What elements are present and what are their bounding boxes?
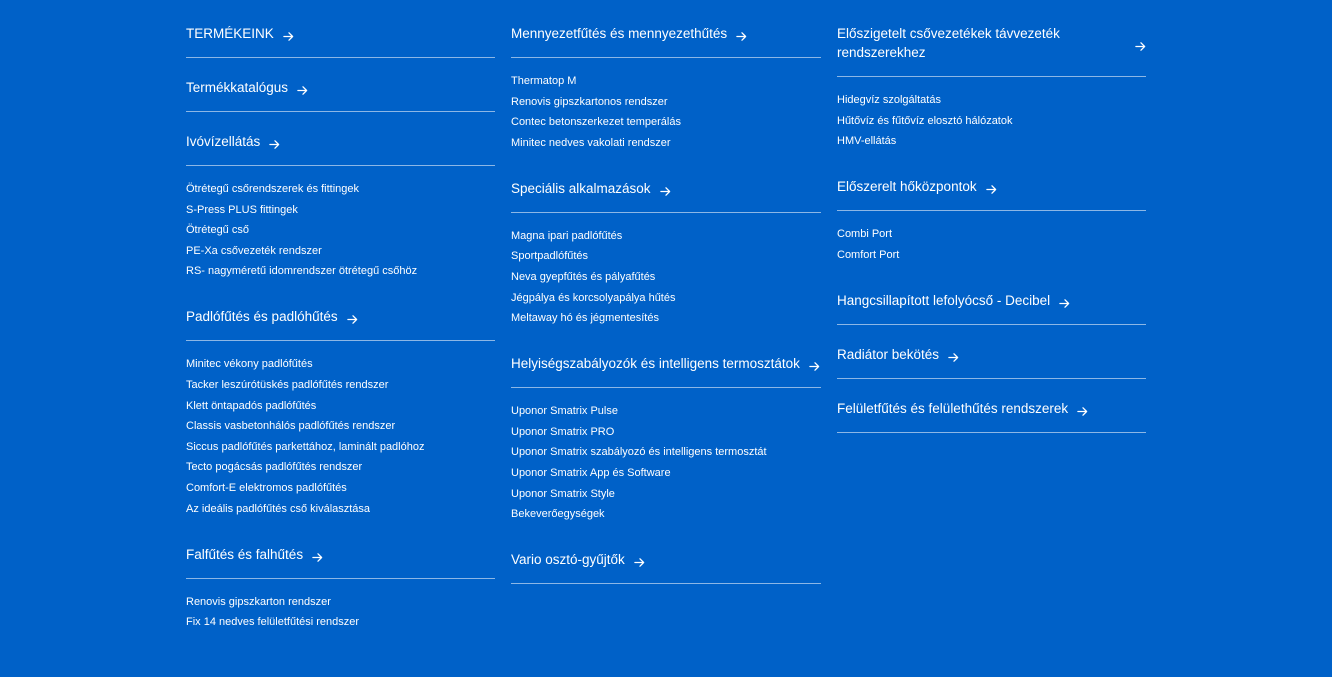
menu-heading-label: Termékkatalógus — [186, 80, 289, 95]
menu-heading-link[interactable] — [186, 14, 495, 58]
menu-section-helyisegszabalyozok-es-intelligens-termosztatok — [511, 344, 821, 540]
menu-link-item[interactable]: Siccus padlófűtés parkettához, laminált padlóhoz — [186, 440, 425, 453]
menu-section-termekkatalogus — [186, 68, 495, 122]
menu-heading-label: Padlófűtés és padlóhűtés — [186, 309, 338, 325]
menu-column-1 — [186, 14, 495, 648]
arrow-right-icon — [283, 28, 294, 39]
arrow-right-icon — [986, 181, 997, 192]
menu-link-item[interactable]: Klett öntapadós padlófűtés — [186, 399, 317, 412]
menu-link-item[interactable]: S-Press PLUS fittingek — [186, 203, 298, 216]
menu-link-item[interactable]: Minitec vékony padlófűtés — [186, 358, 313, 371]
menu-link-item[interactable]: Magna ipari padlófűtés — [511, 229, 623, 242]
arrow-right-icon — [269, 136, 280, 147]
arrow-right-icon — [347, 311, 358, 322]
menu-heading-link[interactable] — [837, 335, 1146, 379]
menu-link-item[interactable]: Hidegvíz szolgáltatás — [837, 94, 941, 106]
menu-link-item[interactable]: Tecto pogácsás padlófűtés rendszer — [186, 461, 363, 474]
menu-column-3 — [837, 14, 1146, 443]
menu-section-specialis-alkalmazasok — [511, 169, 821, 344]
menu-section-hangcsillapitott-lefolyocso-decibel — [837, 281, 1146, 335]
arrow-right-icon — [297, 82, 308, 93]
menu-heading-label: Speciális alkalmazások — [511, 180, 651, 196]
menu-heading-link[interactable] — [837, 281, 1146, 325]
menu-column-2 — [511, 14, 821, 594]
menu-link-list — [186, 58, 495, 68]
menu-section-ivovizellatas — [186, 122, 495, 297]
menu-link-item[interactable]: Sportpadlófűtés — [511, 250, 589, 263]
menu-link-list — [837, 379, 1146, 389]
menu-heading-link[interactable] — [186, 297, 495, 341]
menu-link-list — [837, 77, 1146, 167]
arrow-right-icon — [1077, 403, 1088, 414]
menu-link-list — [186, 579, 495, 649]
menu-link-item[interactable]: Uponor Smatrix Pulse — [511, 405, 618, 418]
menu-link-list — [186, 341, 495, 534]
menu-section-eloszerelt-hokozpontok — [837, 167, 1146, 281]
menu-heading-link[interactable] — [186, 68, 495, 112]
menu-heading-label: Radiátor bekötés — [837, 346, 940, 362]
menu-link-list — [511, 213, 821, 344]
menu-heading-label: Hangcsillapított lefolyócső - Decibel — [837, 292, 1051, 308]
menu-heading-link[interactable] — [511, 344, 821, 388]
menu-link-item[interactable]: Uponor Smatrix PRO — [511, 425, 615, 438]
menu-link-item[interactable]: Fix 14 nedves felületfűtési rendszer — [186, 616, 360, 629]
menu-heading-label: Falfűtés és falhűtés — [186, 546, 304, 562]
menu-heading-link[interactable] — [511, 540, 821, 584]
menu-link-item[interactable]: Ötrétegű cső — [186, 224, 249, 237]
arrow-right-icon — [1059, 295, 1070, 306]
menu-heading-label: Mennyezetfűtés és mennyezethűtés — [511, 26, 728, 41]
arrow-right-icon — [736, 28, 747, 39]
menu-link-list — [837, 325, 1146, 335]
arrow-right-icon — [312, 549, 323, 560]
menu-link-item[interactable]: PE-Xa csővezeték rendszer — [186, 244, 322, 257]
menu-heading-link[interactable] — [511, 14, 821, 58]
menu-link-item[interactable]: Az ideális padlófűtés cső kiválasztása — [186, 502, 371, 515]
menu-link-item[interactable]: Bekeverőegységek — [511, 508, 605, 521]
menu-link-list — [511, 584, 821, 594]
arrow-right-icon — [1135, 38, 1146, 49]
menu-heading-link[interactable] — [511, 169, 821, 213]
menu-link-item[interactable]: Renovis gipszkarton rendszer — [186, 595, 331, 608]
menu-heading-link[interactable] — [837, 389, 1146, 433]
menu-link-item[interactable]: Uponor Smatrix Style — [511, 487, 615, 500]
menu-heading-label: TERMÉKEINK — [186, 26, 274, 41]
menu-link-list — [186, 166, 495, 297]
menu-heading-label: Helyiségszabályozók és intelligens termosztátok — [511, 356, 800, 372]
menu-section-radiator-bekotes — [837, 335, 1146, 389]
menu-link-item[interactable]: RS- nagyméretű idomrendszer ötrétegű csőhöz — [186, 265, 418, 278]
menu-link-item[interactable]: HMV-ellátás — [837, 135, 897, 148]
menu-section-feluletfutes-es-felulethutes-rendszerek — [837, 389, 1146, 443]
menu-link-item[interactable]: Renovis gipszkartonos rendszer — [511, 95, 668, 108]
arrow-right-icon — [634, 554, 645, 565]
menu-heading-label: Felületfűtés és felülethűtés rendszerek — [837, 400, 1069, 416]
menu-heading-label: Előszigetelt csővezetékek távvezeték rendszerekhez — [837, 26, 1060, 60]
menu-link-item[interactable]: Minitec nedves vakolati rendszer — [511, 136, 671, 149]
arrow-right-icon — [809, 358, 820, 369]
menu-heading-label: Előszerelt hőközpontok — [837, 179, 977, 195]
arrow-right-icon — [948, 349, 959, 360]
menu-section-mennyezetfutes-es-mennyezethutes — [511, 14, 821, 169]
menu-link-item[interactable]: Thermatop M — [511, 75, 577, 87]
menu-link-item[interactable]: Combi Port — [837, 228, 893, 241]
menu-link-list — [837, 433, 1146, 443]
menu-heading-link[interactable] — [837, 14, 1146, 77]
menu-section-vario-oszto-gyujtok — [511, 540, 821, 594]
menu-link-item[interactable]: Contec betonszerkezet temperálás — [511, 116, 681, 129]
menu-heading-link[interactable] — [186, 122, 495, 166]
menu-link-item[interactable]: Comfort Port — [837, 248, 900, 261]
menu-link-item[interactable]: Jégpálya és korcsolyapálya hűtés — [511, 291, 676, 304]
menu-link-item[interactable]: Classis vasbetonhálós padlófűtés rendszer — [186, 420, 396, 433]
menu-link-item[interactable]: Uponor Smatrix szabályozó és intelligens termosztát — [511, 446, 767, 459]
menu-link-item[interactable]: Neva gyepfűtés és pályafűtés — [511, 270, 656, 283]
menu-section-termekeink — [186, 14, 495, 68]
menu-heading-label: Ivóvízellátás — [186, 134, 261, 149]
menu-heading-link[interactable] — [837, 167, 1146, 211]
menu-link-item[interactable]: Comfort-E elektromos padlófűtés — [186, 481, 347, 494]
menu-link-list — [186, 112, 495, 122]
menu-link-list — [837, 211, 1146, 281]
menu-link-item[interactable]: Hűtővíz és fűtővíz elosztó hálózatok — [837, 114, 1013, 127]
menu-link-item[interactable]: Ötrétegű csőrendszerek és fittingek — [186, 183, 360, 195]
menu-link-list — [511, 58, 821, 169]
menu-link-item[interactable]: Uponor Smatrix App és Software — [511, 466, 671, 479]
menu-section-falfutes-es-falhutes — [186, 535, 495, 649]
menu-link-list — [511, 388, 821, 540]
menu-link-item[interactable]: Tacker leszúrótüskés padlófűtés rendszer — [186, 378, 389, 391]
menu-section-padlofutes-es-padlohutes — [186, 297, 495, 534]
menu-section-eloszigetelt-csovezetekek-tavvezetek-rendszerekhez — [837, 14, 1146, 167]
arrow-right-icon — [660, 183, 671, 194]
menu-link-item[interactable]: Meltaway hó és jégmentesítés — [511, 312, 659, 325]
menu-heading-link[interactable] — [186, 535, 495, 579]
menu-heading-label: Vario osztó-gyűjtők — [511, 552, 625, 568]
